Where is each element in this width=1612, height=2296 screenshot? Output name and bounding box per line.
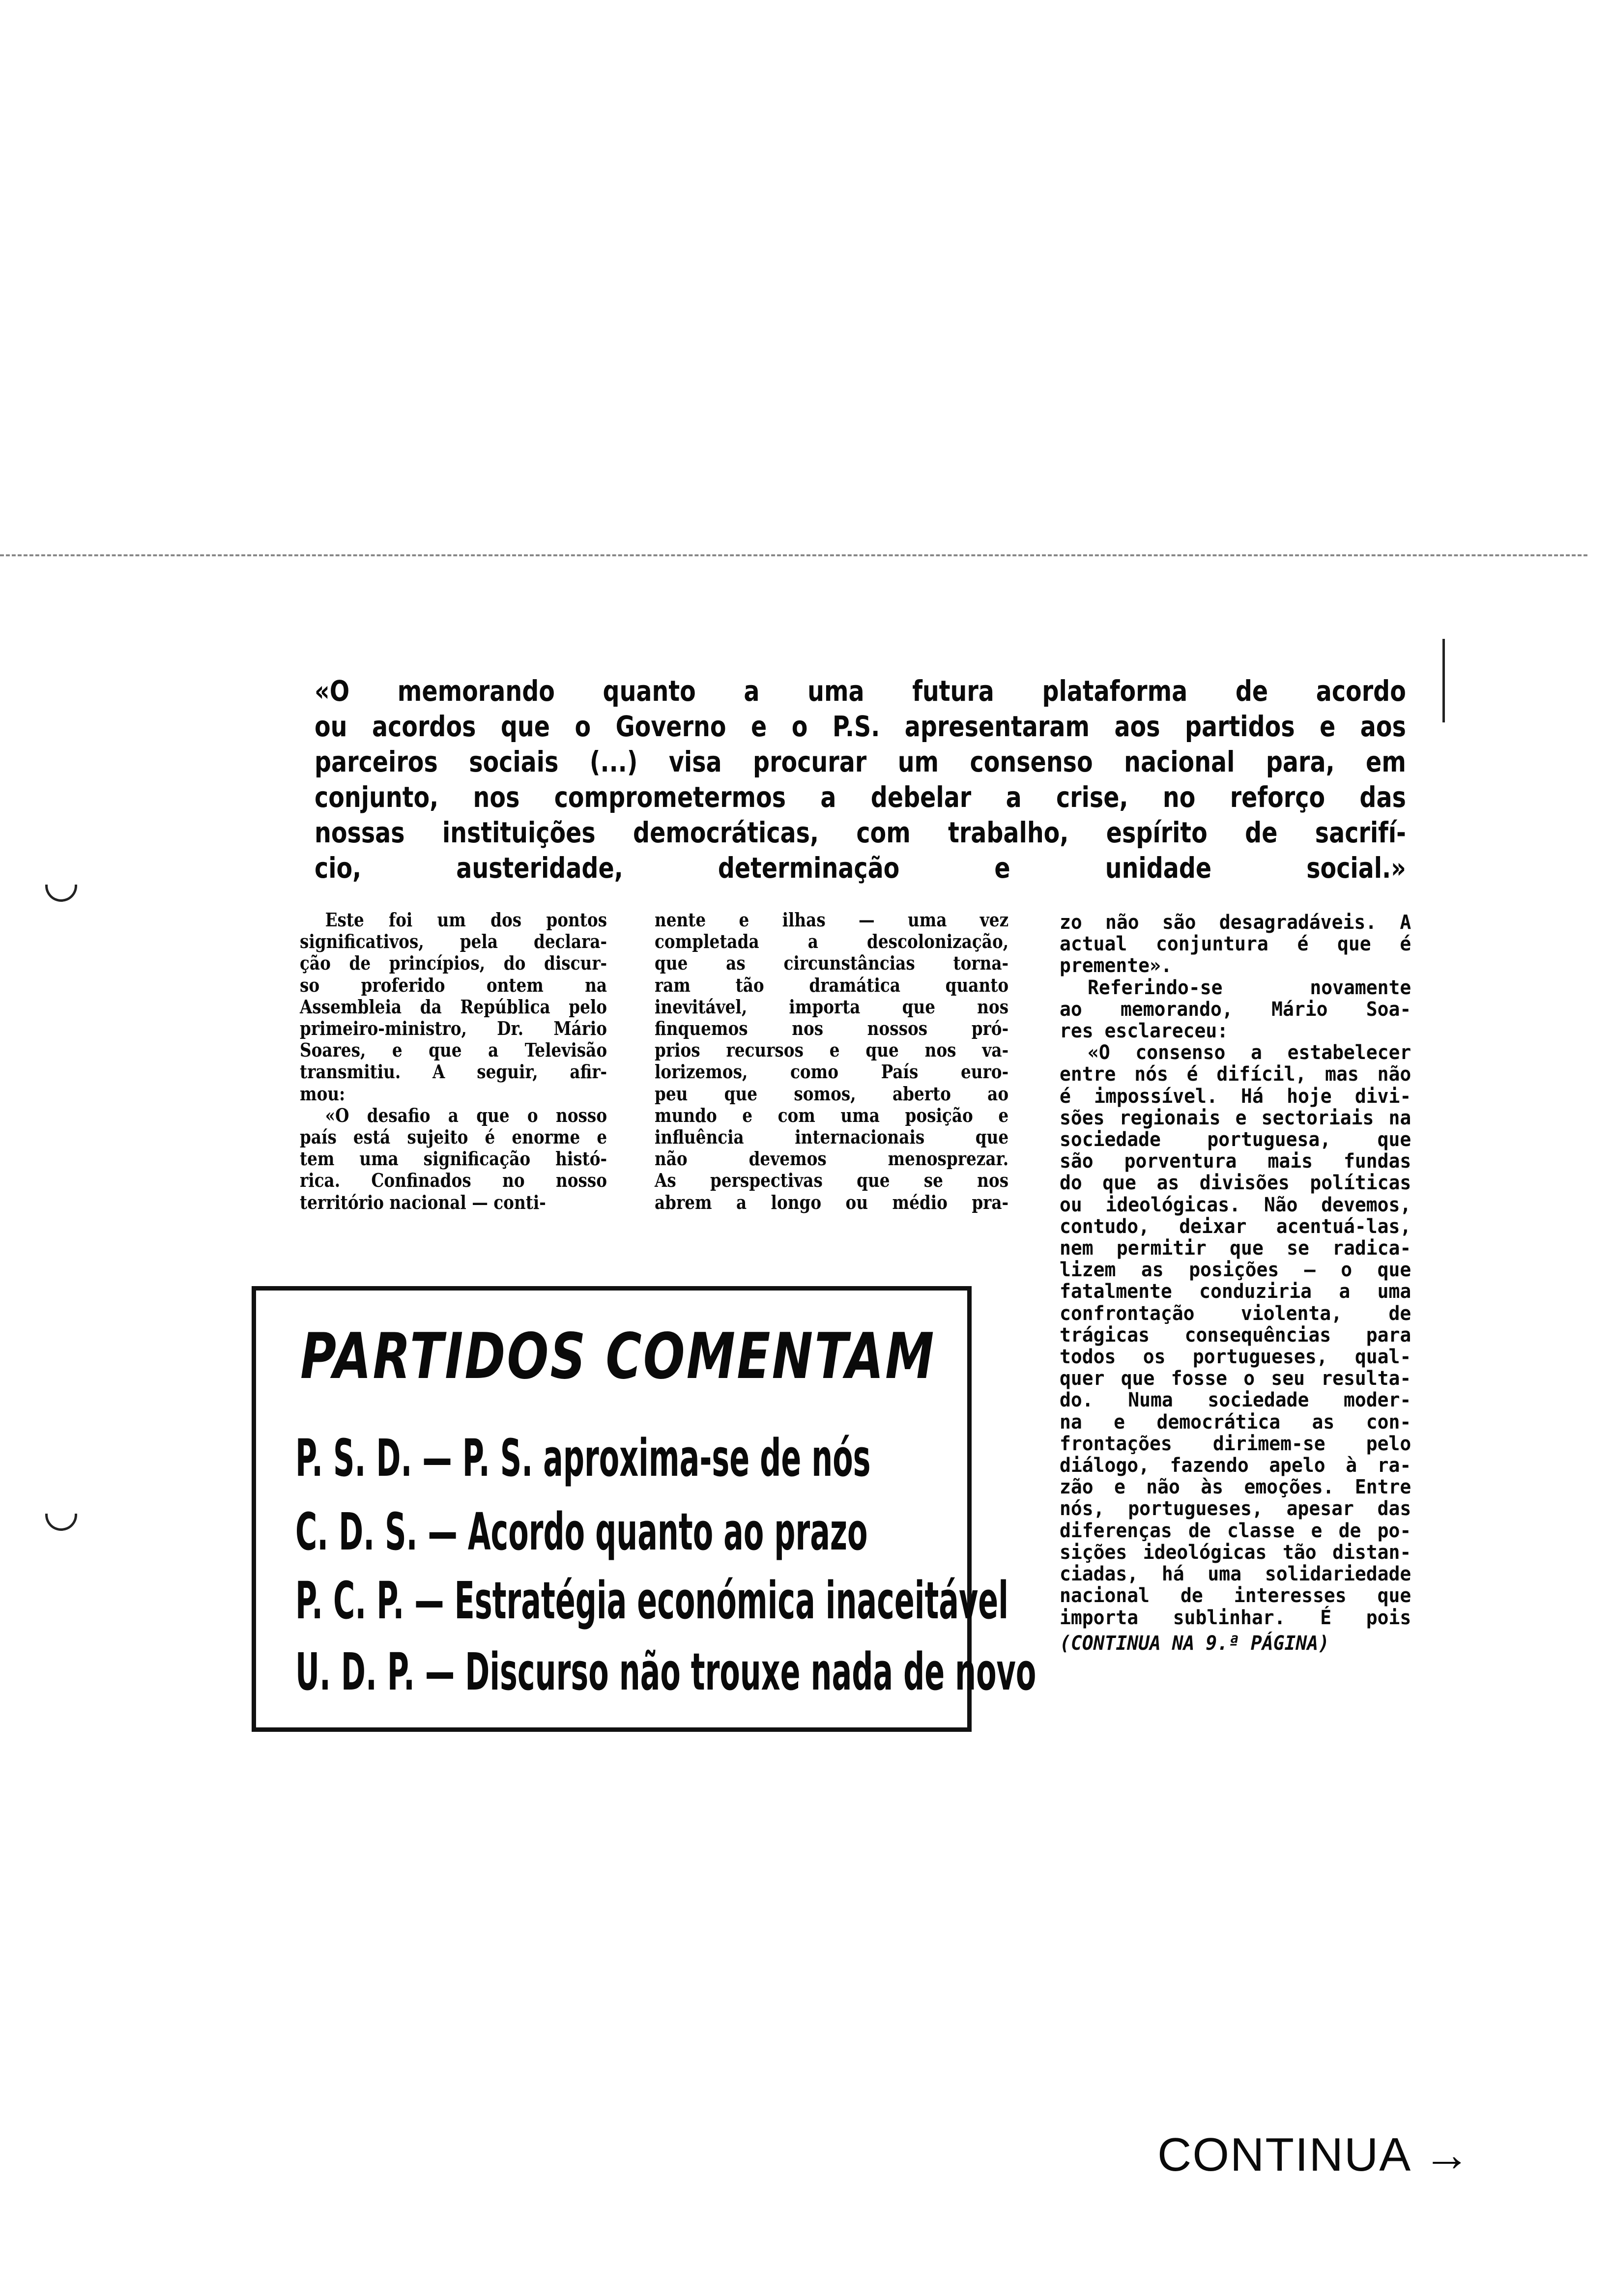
text-line: ao memorando, Mário Soa- bbox=[1060, 998, 1411, 1021]
text-line: mou: bbox=[300, 1082, 345, 1105]
text-line: ram tão dramática quanto bbox=[655, 974, 1009, 996]
text-line: transmitiu. A seguir, afir- bbox=[300, 1061, 607, 1083]
text-line: zo não são desagradáveis. A bbox=[1060, 911, 1411, 934]
article-column-1 bbox=[300, 909, 607, 1213]
text-line: nós, portugueses, apesar das bbox=[1060, 1497, 1411, 1521]
text-line: influência internacionais que bbox=[655, 1126, 1009, 1148]
text-line: nem permitir que se radica- bbox=[1060, 1237, 1411, 1260]
text-line: são porventura mais fundas bbox=[1060, 1150, 1411, 1173]
punch-hole-mark bbox=[45, 885, 77, 902]
text-line: lorizemos, como País euro- bbox=[655, 1061, 1009, 1083]
text-line: cio, austeridade, determinação e unidade social.» bbox=[315, 851, 1406, 885]
box-line-pcp: P. C. P. — Estratégia económica inaceitável bbox=[295, 1571, 1008, 1631]
text-line: território nacional — conti- bbox=[300, 1191, 546, 1213]
text-line: abrem a longo ou médio pra- bbox=[655, 1191, 1009, 1213]
headline-quote bbox=[315, 673, 1406, 886]
text-line: rica. Confinados no nosso bbox=[300, 1169, 607, 1192]
text-line: Referindo-se novamente bbox=[1088, 976, 1411, 999]
text-line: lizem as posições — o que bbox=[1060, 1259, 1411, 1282]
box-line-cds: C. D. S. — Acordo quanto ao prazo bbox=[295, 1502, 868, 1562]
text-line: tem uma significação histó- bbox=[300, 1148, 607, 1170]
text-line: Assembleia da República pelo bbox=[300, 995, 607, 1018]
text-line: país está sujeito é enorme e bbox=[300, 1126, 607, 1148]
text-line: nacional de interesses que bbox=[1060, 1584, 1411, 1607]
text-line: peu que somos, aberto ao bbox=[655, 1082, 1009, 1105]
text-line: do que as divisões políticas bbox=[1060, 1172, 1411, 1195]
text-line: primeiro-ministro, Dr. Mário bbox=[300, 1017, 607, 1040]
text-line: significativos, pela declara- bbox=[300, 930, 607, 953]
text-line: «O desafio a que o nosso bbox=[325, 1104, 607, 1126]
text-line: ou acordos que o Governo e o P.S. apresentaram aos partidos e aos bbox=[315, 710, 1406, 743]
text-line: sições ideológicas tão distan- bbox=[1060, 1541, 1411, 1564]
text-line: sões regionais e sectoriais na bbox=[1060, 1106, 1411, 1129]
text-line: confrontação violenta, de bbox=[1060, 1302, 1411, 1325]
text-line: Soares, e que a Televisão bbox=[300, 1039, 607, 1062]
clipping-edge bbox=[1442, 639, 1445, 722]
text-line: inevitável, importa que nos bbox=[655, 995, 1009, 1018]
text-line: sociedade portuguesa, que bbox=[1060, 1128, 1411, 1151]
text-line: so proferido ontem na bbox=[300, 974, 607, 996]
continua-note: CONTINUA → bbox=[1157, 2128, 1471, 2181]
text-line: premente». bbox=[1060, 954, 1172, 977]
text-line: «O memorando quanto a uma futura plataforma de acordo bbox=[315, 674, 1406, 708]
box-line-udp: U. D. P. — Discurso não trouxe nada de novo bbox=[295, 1642, 1036, 1702]
text-line: quer que fosse o seu resulta- bbox=[1060, 1367, 1411, 1390]
text-line: ção de princípios, do discur- bbox=[300, 952, 607, 975]
text-line: zão e não às emoções. Entre bbox=[1060, 1476, 1411, 1499]
article-column-3 bbox=[1060, 912, 1411, 1654]
text-line: ciadas, há uma solidariedade bbox=[1060, 1563, 1411, 1586]
text-line: nente e ilhas — uma vez bbox=[655, 909, 1009, 931]
text-line: ou ideológicas. Não devemos, bbox=[1060, 1193, 1411, 1216]
text-line: res esclareceu: bbox=[1060, 1020, 1229, 1043]
text-line: finquemos nos nossos pró- bbox=[655, 1017, 1009, 1040]
text-line: Este foi um dos pontos bbox=[325, 909, 607, 931]
text-line: mundo e com uma posição e bbox=[655, 1104, 1009, 1126]
text-line: nossas instituições democráticas, com trabalho, espírito de sacrifí- bbox=[315, 816, 1406, 849]
text-line: «O consenso a estabelecer bbox=[1088, 1041, 1411, 1064]
text-line: completada a descolonização, bbox=[655, 930, 1009, 953]
text-line: diferenças de classe e de po- bbox=[1060, 1519, 1411, 1542]
text-line: do. Numa sociedade moder- bbox=[1060, 1389, 1411, 1412]
box-line-psd: P. S. D. — P. S. aproxima-se de nós bbox=[295, 1428, 871, 1488]
page-fold-line bbox=[0, 554, 1587, 556]
text-line: fatalmente conduziria a uma bbox=[1060, 1280, 1411, 1303]
text-line: conjunto, nos comprometermos a debelar a crise, no reforço das bbox=[315, 780, 1406, 814]
text-line: entre nós é difícil, mas não bbox=[1060, 1063, 1411, 1086]
text-line: trágicas consequências para bbox=[1060, 1323, 1411, 1347]
box-title: PARTIDOS COMENTAM bbox=[300, 1320, 936, 1393]
text-line: todos os portugueses, qual- bbox=[1060, 1346, 1411, 1369]
text-line: é impossível. Há hoje divi- bbox=[1060, 1085, 1411, 1108]
text-line: prios recursos e que nos va- bbox=[655, 1039, 1009, 1062]
punch-hole-mark bbox=[45, 1514, 77, 1531]
text-line: diálogo, fazendo apelo à ra- bbox=[1060, 1454, 1411, 1477]
article-column-2 bbox=[655, 909, 1008, 1213]
continuation-note: (CONTINUA NA 9.ª PÁGINA) bbox=[1060, 1632, 1330, 1655]
text-line: parceiros sociais (...) visa procurar um consenso nacional para, em bbox=[315, 745, 1406, 778]
parties-comment-box bbox=[252, 1286, 1036, 1732]
text-line: não devemos menosprezar. bbox=[655, 1148, 1009, 1170]
text-line: na e democrática as con- bbox=[1060, 1410, 1411, 1434]
text-line: actual conjuntura é que é bbox=[1060, 933, 1411, 956]
text-line: contudo, deixar acentuá-las, bbox=[1060, 1215, 1411, 1238]
text-line: As perspectivas que se nos bbox=[655, 1169, 1009, 1192]
text-line: frontações dirimem-se pelo bbox=[1060, 1432, 1411, 1455]
text-line: importa sublinhar. É pois bbox=[1060, 1606, 1411, 1629]
text-line: que as circunstâncias torna- bbox=[655, 952, 1009, 975]
